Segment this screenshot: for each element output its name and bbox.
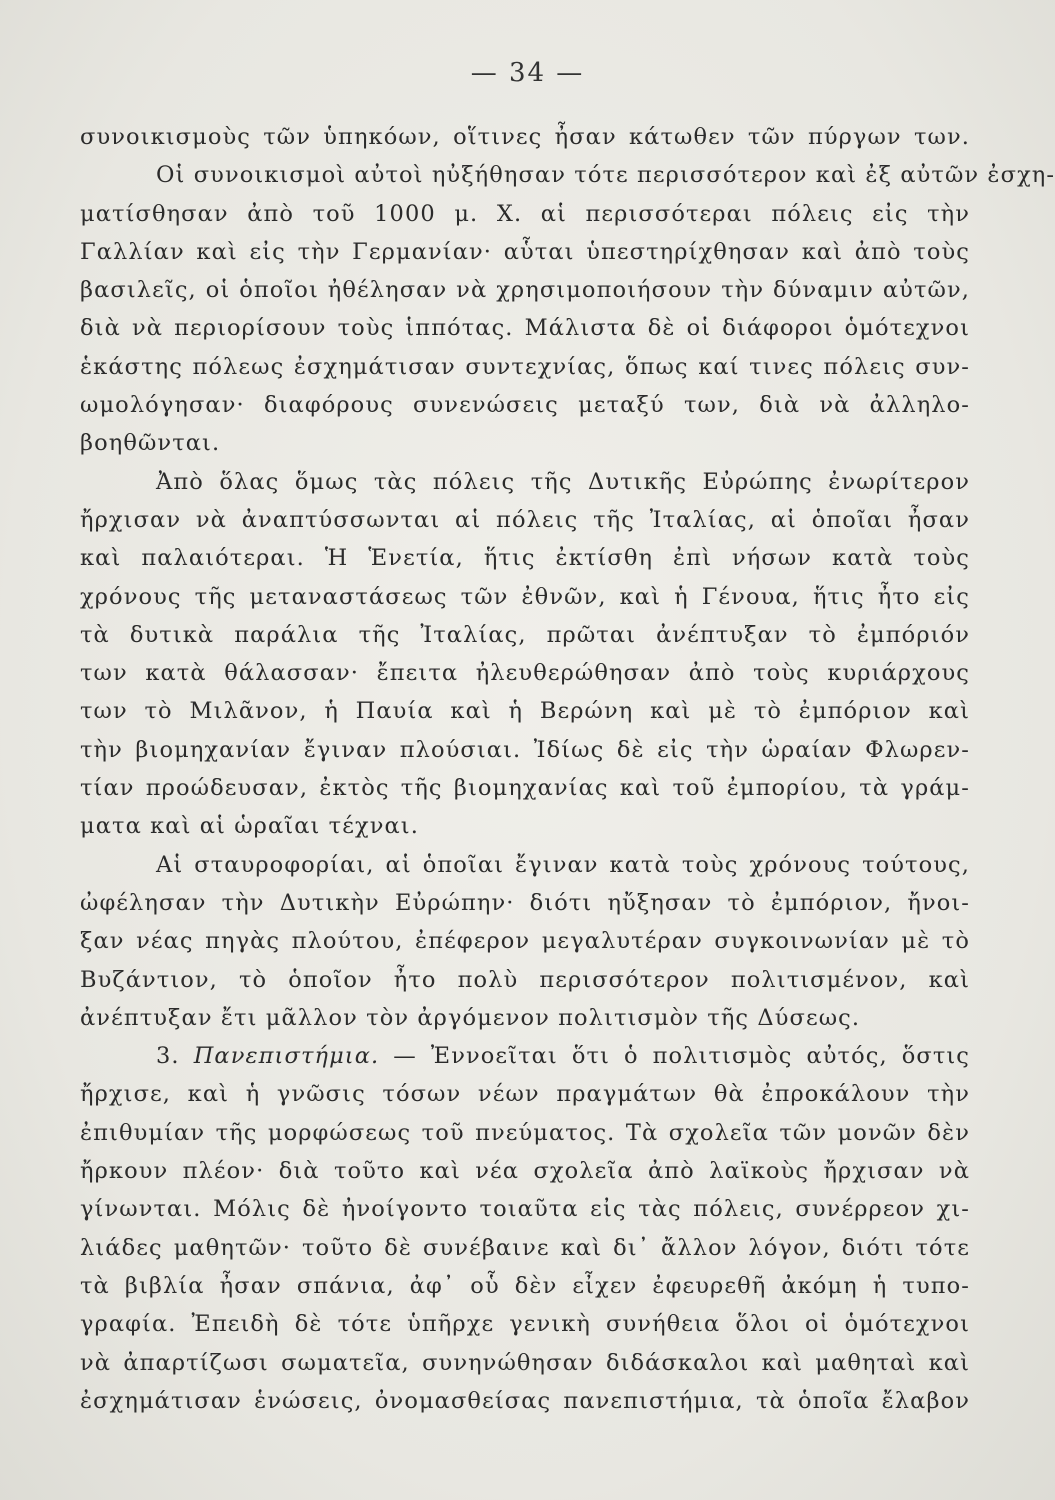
text-line: διὰ νὰ περιορίσουν τοὺς ἱππότας. Μάλιστα δὲ οἱ διάφοροι ὁμότεχνοι (80, 315, 970, 342)
text-line: ἤρχισε, καὶ ἡ γνῶσις τόσων νέων πραγμάτων θὰ ἐπροκάλουν τὴν (80, 1081, 970, 1108)
text-line: γίνωνται. Μόλις δὲ ἠνοίγοντο τοιαῦτα εἰς τὰς πόλεις, συνέρρεον χι- (80, 1196, 970, 1223)
page-number: — 34 — (470, 58, 585, 88)
text-line: ἀνέπτυξαν ἔτι μᾶλλον τὸν ἀργόμενον πολιτισμὸν τῆς Δύσεως. (80, 1004, 861, 1031)
section-heading-line (80, 1037, 970, 1075)
text-line: των τὸ Μιλᾶνον, ἡ Παυία καὶ ἡ Βερώνη καὶ μὲ τὸ ἐμπόριον καὶ (80, 698, 970, 725)
text-line: ἐπιθυμίαν τῆς μορφώσεως τοῦ πνεύματος. Τὰ σχολεῖα τῶν μονῶν δὲν (80, 1119, 970, 1146)
text-line: τὰ δυτικὰ παράλια τῆς Ἰταλίας, πρῶται ἀνέπτυξαν τὸ ἐμπόριόν (80, 621, 970, 648)
text-line: συνοικισμοὺς τῶν ὑπηκόων, οἵτινες ἦσαν κάτωθεν τῶν πύργων των. (80, 124, 970, 150)
text-line: βοηθῶνται. (80, 430, 221, 457)
text-line: Βυζάντιον, τὸ ὁποῖον ἦτο πολὺ περισσότερον πολιτισμένον, καὶ (80, 966, 970, 993)
text-line: ἤρχισαν νὰ ἀναπτύσσωνται αἱ πόλεις τῆς Ἰταλίας, αἱ ὁποῖαι ἦσαν (80, 506, 970, 533)
text-line: των κατὰ θάλασσαν· ἔπειτα ἠλευθερώθησαν ἀπὸ τοὺς κυριάρχους (80, 660, 970, 687)
section-title: Πανεπιστήμια. (193, 1043, 380, 1070)
text-line: τὰ βιβλία ἦσαν σπάνια, ἀφ᾽ οὗ δὲν εἶχεν ἐφευρεθῆ ἀκόμη ἡ τυπο- (80, 1272, 970, 1299)
text-line: γραφία. Ἐπειδὴ δὲ τότε ὑπῆρχε γενικὴ συνήθεια ὅλοι οἱ ὁμότεχνοι (80, 1311, 970, 1338)
section-universities (80, 1037, 970, 1420)
text-line: νὰ ἀπαρτίζωσι σωματεῖα, συνηνώθησαν διδάσκαλοι καὶ μαθηταὶ καὶ (80, 1349, 970, 1376)
body-text (80, 118, 1055, 1420)
text-line: τίαν προώδευσαν, ἐκτὸς τῆς βιομηχανίας καὶ τοῦ ἐμπορίου, τὰ γράμ- (80, 775, 970, 802)
text-line: ἑκάστης πόλεως ἐσχημάτισαν συντεχνίας, ὅπως καί τινες πόλεις συν- (80, 353, 970, 380)
text-line: Γαλλίαν καὶ εἰς τὴν Γερμανίαν· αὗται ὑπεστηρίχθησαν καὶ ἀπὸ τοὺς (80, 238, 970, 265)
text-line: ξαν νέας πηγὰς πλούτου, ἐπέφερον μεγαλυτέραν συγκοινωνίαν μὲ τὸ (80, 928, 970, 955)
text-line: ὠφέλησαν τὴν Δυτικὴν Εὐρώπην· διότι ηὔξησαν τὸ ἐμπόριον, ἤνοι- (80, 889, 970, 916)
text-line: τὴν βιομηχανίαν ἔγιναν πλούσιαι. Ἰδίως δὲ εἰς τὴν ὡραίαν Φλωρεν- (80, 736, 970, 763)
text-line: ματα καὶ αἱ ὡραῖαι τέχναι. (80, 813, 419, 840)
text-line: χρόνους τῆς μεταναστάσεως τῶν ἐθνῶν, καὶ ἡ Γένουα, ἥτις ἦτο εἰς (80, 583, 970, 610)
text-line: ἤρκουν πλέον· διὰ τοῦτο καὶ νέα σχολεῖα ἀπὸ λαϊκοὺς ἤρχισαν νὰ (80, 1158, 970, 1185)
text-line: ωμολόγησαν· διαφόρους συνενώσεις μεταξύ των, διὰ νὰ ἀλληλο- (80, 392, 970, 419)
paragraph-towns (80, 118, 1055, 463)
text-line: βασιλεῖς, οἱ ὁποῖοι ἠθέλησαν νὰ χρησιμοποιήσουν τὴν δύναμιν αὐτῶν, (80, 277, 970, 304)
text-line: ματίσθησαν ἀπὸ τοῦ 1000 μ. Χ. αἱ περισσότεραι πόλεις εἰς τὴν (80, 200, 970, 227)
text-line: λιάδες μαθητῶν· τοῦτο δὲ συνέβαινε καὶ δι᾽ ἄλλον λόγον, διότι τότε (80, 1234, 970, 1261)
text-line: Αἱ σταυροφορίαι, αἱ ὁποῖαι ἔγιναν κατὰ τοὺς χρόνους τούτους, (156, 851, 970, 878)
text-line: Ἀπὸ ὅλας ὅμως τὰς πόλεις τῆς Δυτικῆς Εὐρώπης ἐνωρίτερον (156, 468, 970, 495)
section-first-line-text: — Ἐννοεῖται ὅτι ὁ πολιτισμὸς αὐτός, ὅστις (393, 1043, 970, 1070)
paragraph-crusades (80, 846, 970, 1037)
text-line: ἐσχημάτισαν ἑνώσεις, ὀνομασθείσας πανεπιστήμια, τὰ ὁποῖα ἔλαβον (80, 1387, 970, 1414)
section-number: 3. (156, 1043, 180, 1070)
text-line: καὶ παλαιότεραι. Ἡ Ἑνετία, ἥτις ἐκτίσθη ἐπὶ νήσων κατὰ τοὺς (80, 545, 970, 572)
text-line: Οἱ συνοικισμοὶ αὐτοὶ ηὐξήθησαν τότε περισσότερον καὶ ἐξ αὐτῶν ἐσχη- (156, 162, 1055, 189)
paragraph-italy (80, 463, 970, 846)
